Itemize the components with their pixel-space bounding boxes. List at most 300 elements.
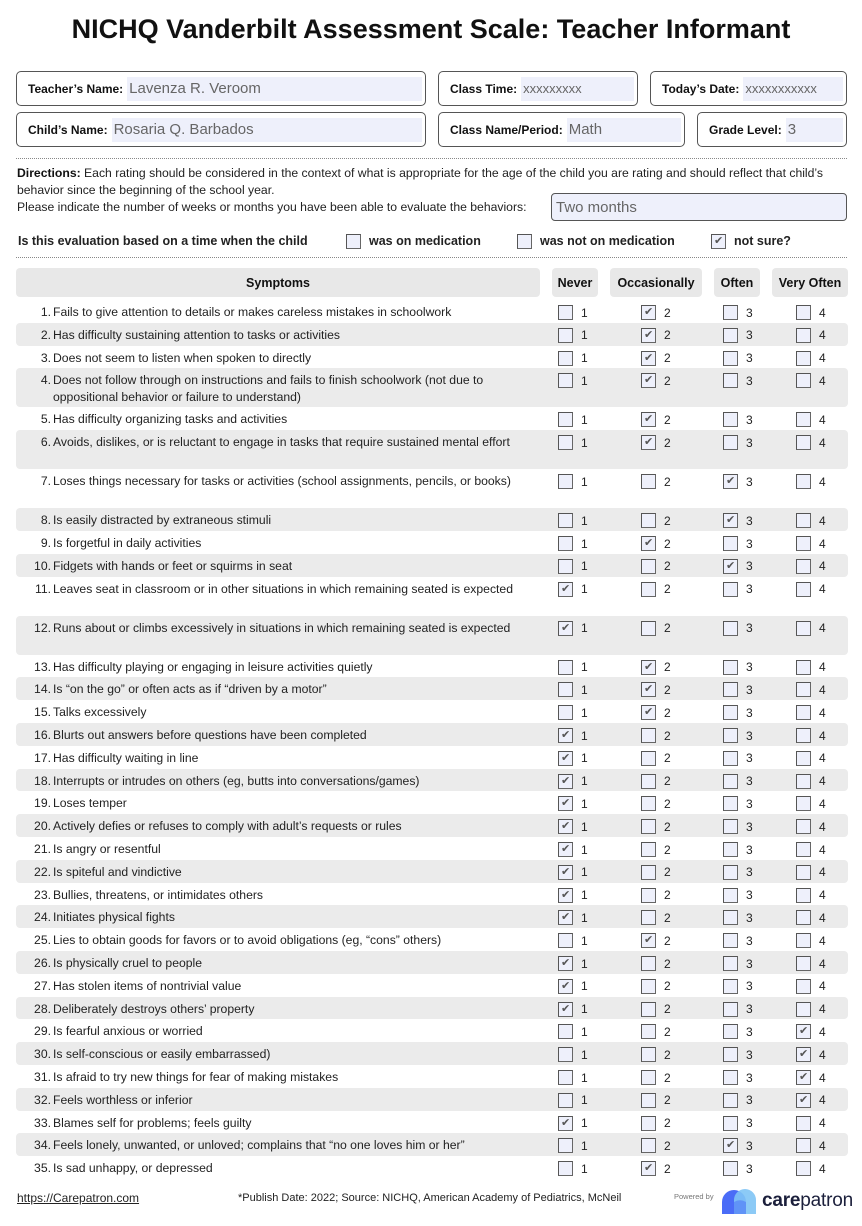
rating-option[interactable] bbox=[796, 955, 826, 972]
rating-option[interactable] bbox=[558, 659, 588, 676]
checkbox[interactable] bbox=[641, 412, 656, 427]
rating-option[interactable] bbox=[796, 1001, 826, 1018]
rating-option[interactable] bbox=[723, 581, 753, 598]
rating-option[interactable] bbox=[558, 887, 588, 904]
rating-option[interactable] bbox=[723, 620, 753, 637]
checkbox[interactable] bbox=[723, 796, 738, 811]
rating-option[interactable] bbox=[796, 535, 826, 552]
rating-option[interactable] bbox=[796, 704, 826, 721]
rating-option[interactable] bbox=[558, 932, 588, 949]
rating-option[interactable] bbox=[641, 1046, 671, 1063]
rating-option[interactable] bbox=[558, 681, 588, 698]
rating-option[interactable] bbox=[796, 350, 826, 367]
rating-option[interactable] bbox=[641, 818, 671, 835]
checkbox[interactable] bbox=[796, 660, 811, 675]
checkbox[interactable] bbox=[558, 1093, 573, 1108]
checkbox[interactable] bbox=[723, 979, 738, 994]
rating-option[interactable] bbox=[796, 773, 826, 790]
rating-option[interactable] bbox=[641, 978, 671, 995]
rating-option[interactable] bbox=[558, 727, 588, 744]
teacher-name-input[interactable]: Lavenza R. Veroom bbox=[127, 77, 422, 101]
checkbox[interactable] bbox=[641, 435, 656, 450]
checkbox[interactable] bbox=[796, 956, 811, 971]
rating-option[interactable] bbox=[558, 1069, 588, 1086]
rating-option[interactable] bbox=[641, 350, 671, 367]
rating-option[interactable] bbox=[796, 411, 826, 428]
rating-option[interactable] bbox=[641, 704, 671, 721]
checkbox[interactable] bbox=[641, 474, 656, 489]
checkbox[interactable] bbox=[558, 513, 573, 528]
rating-option[interactable] bbox=[723, 411, 753, 428]
checkbox[interactable] bbox=[796, 910, 811, 925]
checkbox[interactable] bbox=[641, 328, 656, 343]
rating-option[interactable] bbox=[641, 681, 671, 698]
rating-option[interactable] bbox=[796, 1023, 826, 1040]
checkbox[interactable] bbox=[517, 234, 532, 249]
checkbox[interactable] bbox=[796, 373, 811, 388]
rating-option[interactable] bbox=[558, 1092, 588, 1109]
checkbox[interactable] bbox=[796, 1161, 811, 1176]
rating-option[interactable] bbox=[641, 773, 671, 790]
rating-option[interactable] bbox=[641, 932, 671, 949]
todays-date-input[interactable]: xxxxxxxxxxx bbox=[743, 77, 843, 101]
checkbox[interactable] bbox=[723, 888, 738, 903]
rating-option[interactable] bbox=[641, 434, 671, 451]
checkbox[interactable] bbox=[558, 1070, 573, 1085]
checkbox[interactable] bbox=[796, 1070, 811, 1085]
checkbox[interactable] bbox=[796, 1116, 811, 1131]
checkbox[interactable] bbox=[723, 819, 738, 834]
checkbox[interactable] bbox=[558, 1138, 573, 1153]
rating-option[interactable] bbox=[558, 1160, 588, 1177]
checkbox[interactable] bbox=[641, 682, 656, 697]
checkbox[interactable] bbox=[796, 774, 811, 789]
checkbox[interactable] bbox=[723, 373, 738, 388]
checkbox[interactable] bbox=[723, 660, 738, 675]
rating-option[interactable] bbox=[558, 350, 588, 367]
checkbox[interactable] bbox=[641, 796, 656, 811]
rating-option[interactable] bbox=[641, 1069, 671, 1086]
checkbox[interactable] bbox=[558, 328, 573, 343]
rating-option[interactable] bbox=[796, 681, 826, 698]
rating-option[interactable] bbox=[641, 473, 671, 490]
rating-option[interactable] bbox=[796, 620, 826, 637]
rating-option[interactable] bbox=[558, 818, 588, 835]
checkbox[interactable] bbox=[558, 796, 573, 811]
checkbox[interactable] bbox=[558, 979, 573, 994]
rating-option[interactable] bbox=[796, 909, 826, 926]
rating-option[interactable] bbox=[796, 581, 826, 598]
checkbox[interactable] bbox=[558, 819, 573, 834]
rating-option[interactable] bbox=[796, 978, 826, 995]
rating-option[interactable] bbox=[723, 304, 753, 321]
checkbox[interactable] bbox=[558, 705, 573, 720]
rating-option[interactable] bbox=[641, 304, 671, 321]
medication-option-on[interactable] bbox=[346, 231, 481, 251]
class-time-field[interactable] bbox=[438, 71, 638, 106]
checkbox[interactable] bbox=[641, 582, 656, 597]
rating-option[interactable] bbox=[641, 659, 671, 676]
checkbox[interactable] bbox=[558, 842, 573, 857]
grade-level-input[interactable]: 3 bbox=[786, 118, 843, 142]
checkbox[interactable] bbox=[558, 435, 573, 450]
checkbox[interactable] bbox=[723, 956, 738, 971]
checkbox[interactable] bbox=[641, 536, 656, 551]
rating-option[interactable] bbox=[723, 841, 753, 858]
rating-option[interactable] bbox=[723, 659, 753, 676]
checkbox[interactable] bbox=[641, 728, 656, 743]
checkbox[interactable] bbox=[641, 910, 656, 925]
checkbox[interactable] bbox=[641, 1070, 656, 1085]
rating-option[interactable] bbox=[723, 955, 753, 972]
checkbox[interactable] bbox=[641, 819, 656, 834]
checkbox[interactable] bbox=[641, 559, 656, 574]
rating-option[interactable] bbox=[796, 304, 826, 321]
rating-option[interactable] bbox=[723, 773, 753, 790]
checkbox[interactable] bbox=[641, 1024, 656, 1039]
rating-option[interactable] bbox=[641, 372, 671, 389]
child-name-input[interactable]: Rosaria Q. Barbados bbox=[112, 118, 422, 142]
grade-level-field[interactable] bbox=[697, 112, 847, 147]
rating-option[interactable] bbox=[558, 864, 588, 881]
rating-option[interactable] bbox=[723, 1001, 753, 1018]
checkbox[interactable] bbox=[796, 1093, 811, 1108]
checkbox[interactable] bbox=[558, 933, 573, 948]
footer-link[interactable]: https://Carepatron.com bbox=[17, 1191, 140, 1205]
checkbox[interactable] bbox=[796, 474, 811, 489]
rating-option[interactable] bbox=[558, 773, 588, 790]
checkbox[interactable] bbox=[723, 582, 738, 597]
checkbox[interactable] bbox=[711, 234, 726, 249]
rating-option[interactable] bbox=[723, 327, 753, 344]
rating-option[interactable] bbox=[558, 750, 588, 767]
rating-option[interactable] bbox=[558, 909, 588, 926]
rating-option[interactable] bbox=[641, 1160, 671, 1177]
todays-date-field[interactable] bbox=[650, 71, 847, 106]
checkbox[interactable] bbox=[796, 1024, 811, 1039]
checkbox[interactable] bbox=[796, 842, 811, 857]
rating-option[interactable] bbox=[641, 1001, 671, 1018]
checkbox[interactable] bbox=[558, 751, 573, 766]
checkbox[interactable] bbox=[723, 933, 738, 948]
rating-option[interactable] bbox=[723, 978, 753, 995]
rating-option[interactable] bbox=[558, 1001, 588, 1018]
checkbox[interactable] bbox=[558, 373, 573, 388]
rating-option[interactable] bbox=[796, 327, 826, 344]
checkbox[interactable] bbox=[723, 559, 738, 574]
rating-option[interactable] bbox=[723, 1115, 753, 1132]
checkbox[interactable] bbox=[796, 728, 811, 743]
rating-option[interactable] bbox=[723, 1046, 753, 1063]
rating-option[interactable] bbox=[796, 727, 826, 744]
rating-option[interactable] bbox=[641, 795, 671, 812]
rating-option[interactable] bbox=[558, 512, 588, 529]
checkbox[interactable] bbox=[723, 705, 738, 720]
rating-option[interactable] bbox=[558, 620, 588, 637]
rating-option[interactable] bbox=[796, 473, 826, 490]
rating-option[interactable] bbox=[723, 750, 753, 767]
rating-option[interactable] bbox=[723, 932, 753, 949]
rating-option[interactable] bbox=[641, 909, 671, 926]
rating-option[interactable] bbox=[796, 372, 826, 389]
rating-option[interactable] bbox=[558, 841, 588, 858]
rating-option[interactable] bbox=[723, 795, 753, 812]
rating-option[interactable] bbox=[641, 620, 671, 637]
checkbox[interactable] bbox=[641, 621, 656, 636]
rating-option[interactable] bbox=[796, 1092, 826, 1109]
rating-option[interactable] bbox=[558, 327, 588, 344]
checkbox[interactable] bbox=[796, 751, 811, 766]
checkbox[interactable] bbox=[558, 305, 573, 320]
rating-option[interactable] bbox=[558, 955, 588, 972]
rating-option[interactable] bbox=[558, 473, 588, 490]
rating-option[interactable] bbox=[723, 1160, 753, 1177]
checkbox[interactable] bbox=[796, 305, 811, 320]
checkbox[interactable] bbox=[723, 682, 738, 697]
checkbox[interactable] bbox=[723, 1024, 738, 1039]
rating-option[interactable] bbox=[641, 327, 671, 344]
checkbox[interactable] bbox=[796, 888, 811, 903]
rating-option[interactable] bbox=[558, 1023, 588, 1040]
checkbox[interactable] bbox=[796, 536, 811, 551]
rating-option[interactable] bbox=[796, 1046, 826, 1063]
checkbox[interactable] bbox=[558, 774, 573, 789]
duration-input[interactable]: Two months bbox=[551, 193, 847, 221]
rating-option[interactable] bbox=[723, 727, 753, 744]
rating-option[interactable] bbox=[641, 1023, 671, 1040]
checkbox[interactable] bbox=[796, 513, 811, 528]
rating-option[interactable] bbox=[641, 1092, 671, 1109]
checkbox[interactable] bbox=[723, 412, 738, 427]
checkbox[interactable] bbox=[723, 621, 738, 636]
rating-option[interactable] bbox=[723, 558, 753, 575]
checkbox[interactable] bbox=[558, 660, 573, 675]
checkbox[interactable] bbox=[796, 435, 811, 450]
checkbox[interactable] bbox=[641, 513, 656, 528]
checkbox[interactable] bbox=[723, 1002, 738, 1017]
rating-option[interactable] bbox=[723, 1069, 753, 1086]
child-name-field[interactable] bbox=[16, 112, 426, 147]
checkbox[interactable] bbox=[641, 1093, 656, 1108]
checkbox[interactable] bbox=[558, 1047, 573, 1062]
checkbox[interactable] bbox=[558, 582, 573, 597]
class-name-input[interactable]: Math bbox=[567, 118, 681, 142]
checkbox[interactable] bbox=[723, 865, 738, 880]
rating-option[interactable] bbox=[796, 864, 826, 881]
checkbox[interactable] bbox=[723, 1161, 738, 1176]
checkbox[interactable] bbox=[641, 888, 656, 903]
checkbox[interactable] bbox=[723, 474, 738, 489]
rating-option[interactable] bbox=[796, 1115, 826, 1132]
checkbox[interactable] bbox=[796, 705, 811, 720]
rating-option[interactable] bbox=[723, 909, 753, 926]
rating-option[interactable] bbox=[723, 864, 753, 881]
rating-option[interactable] bbox=[641, 581, 671, 598]
checkbox[interactable] bbox=[641, 774, 656, 789]
checkbox[interactable] bbox=[796, 979, 811, 994]
rating-option[interactable] bbox=[723, 1092, 753, 1109]
rating-option[interactable] bbox=[641, 558, 671, 575]
checkbox[interactable] bbox=[796, 1047, 811, 1062]
checkbox[interactable] bbox=[723, 1116, 738, 1131]
checkbox[interactable] bbox=[723, 435, 738, 450]
checkbox[interactable] bbox=[723, 328, 738, 343]
checkbox[interactable] bbox=[796, 351, 811, 366]
rating-option[interactable] bbox=[723, 473, 753, 490]
checkbox[interactable] bbox=[641, 373, 656, 388]
rating-option[interactable] bbox=[796, 434, 826, 451]
checkbox[interactable] bbox=[796, 412, 811, 427]
checkbox[interactable] bbox=[558, 412, 573, 427]
checkbox[interactable] bbox=[641, 865, 656, 880]
checkbox[interactable] bbox=[796, 328, 811, 343]
checkbox[interactable] bbox=[796, 582, 811, 597]
medication-option-not-on[interactable] bbox=[517, 231, 675, 251]
checkbox[interactable] bbox=[641, 956, 656, 971]
checkbox[interactable] bbox=[346, 234, 361, 249]
checkbox[interactable] bbox=[641, 979, 656, 994]
rating-option[interactable] bbox=[558, 411, 588, 428]
rating-option[interactable] bbox=[796, 818, 826, 835]
checkbox[interactable] bbox=[796, 559, 811, 574]
checkbox[interactable] bbox=[641, 305, 656, 320]
checkbox[interactable] bbox=[723, 774, 738, 789]
checkbox[interactable] bbox=[723, 751, 738, 766]
rating-option[interactable] bbox=[796, 512, 826, 529]
checkbox[interactable] bbox=[558, 888, 573, 903]
rating-option[interactable] bbox=[558, 535, 588, 552]
rating-option[interactable] bbox=[723, 887, 753, 904]
checkbox[interactable] bbox=[641, 1047, 656, 1062]
checkbox[interactable] bbox=[723, 1093, 738, 1108]
rating-option[interactable] bbox=[558, 1115, 588, 1132]
checkbox[interactable] bbox=[723, 305, 738, 320]
rating-option[interactable] bbox=[558, 304, 588, 321]
checkbox[interactable] bbox=[796, 933, 811, 948]
checkbox[interactable] bbox=[558, 1116, 573, 1131]
checkbox[interactable] bbox=[558, 910, 573, 925]
checkbox[interactable] bbox=[558, 1002, 573, 1017]
rating-option[interactable] bbox=[641, 750, 671, 767]
rating-option[interactable] bbox=[796, 1160, 826, 1177]
medication-option-not-sure[interactable] bbox=[711, 231, 791, 251]
checkbox[interactable] bbox=[723, 1138, 738, 1153]
rating-option[interactable] bbox=[558, 372, 588, 389]
rating-option[interactable] bbox=[723, 704, 753, 721]
checkbox[interactable] bbox=[723, 842, 738, 857]
checkbox[interactable] bbox=[796, 865, 811, 880]
rating-option[interactable] bbox=[723, 1023, 753, 1040]
checkbox[interactable] bbox=[558, 351, 573, 366]
checkbox[interactable] bbox=[723, 728, 738, 743]
class-name-field[interactable] bbox=[438, 112, 685, 147]
checkbox[interactable] bbox=[641, 842, 656, 857]
rating-option[interactable] bbox=[641, 841, 671, 858]
teacher-name-field[interactable] bbox=[16, 71, 426, 106]
checkbox[interactable] bbox=[641, 1116, 656, 1131]
rating-option[interactable] bbox=[796, 1069, 826, 1086]
rating-option[interactable] bbox=[796, 558, 826, 575]
checkbox[interactable] bbox=[558, 559, 573, 574]
rating-option[interactable] bbox=[723, 350, 753, 367]
checkbox[interactable] bbox=[558, 474, 573, 489]
checkbox[interactable] bbox=[723, 513, 738, 528]
rating-option[interactable] bbox=[723, 434, 753, 451]
rating-option[interactable] bbox=[723, 372, 753, 389]
rating-option[interactable] bbox=[641, 535, 671, 552]
rating-option[interactable] bbox=[723, 818, 753, 835]
checkbox[interactable] bbox=[558, 728, 573, 743]
rating-option[interactable] bbox=[558, 795, 588, 812]
rating-option[interactable] bbox=[558, 1137, 588, 1154]
checkbox[interactable] bbox=[558, 621, 573, 636]
checkbox[interactable] bbox=[558, 536, 573, 551]
checkbox[interactable] bbox=[558, 682, 573, 697]
checkbox[interactable] bbox=[796, 819, 811, 834]
rating-option[interactable] bbox=[558, 581, 588, 598]
checkbox[interactable] bbox=[641, 1161, 656, 1176]
checkbox[interactable] bbox=[796, 682, 811, 697]
checkbox[interactable] bbox=[558, 1024, 573, 1039]
checkbox[interactable] bbox=[641, 1138, 656, 1153]
rating-option[interactable] bbox=[723, 535, 753, 552]
checkbox[interactable] bbox=[558, 865, 573, 880]
rating-option[interactable] bbox=[641, 887, 671, 904]
rating-option[interactable] bbox=[641, 1115, 671, 1132]
checkbox[interactable] bbox=[723, 1047, 738, 1062]
checkbox[interactable] bbox=[723, 536, 738, 551]
checkbox[interactable] bbox=[723, 910, 738, 925]
rating-option[interactable] bbox=[796, 659, 826, 676]
rating-option[interactable] bbox=[641, 864, 671, 881]
rating-option[interactable] bbox=[558, 978, 588, 995]
rating-option[interactable] bbox=[641, 1137, 671, 1154]
rating-option[interactable] bbox=[796, 1137, 826, 1154]
rating-option[interactable] bbox=[558, 558, 588, 575]
rating-option[interactable] bbox=[796, 841, 826, 858]
rating-option[interactable] bbox=[796, 887, 826, 904]
class-time-input[interactable]: xxxxxxxxx bbox=[521, 77, 634, 101]
checkbox[interactable] bbox=[796, 1002, 811, 1017]
checkbox[interactable] bbox=[641, 705, 656, 720]
checkbox[interactable] bbox=[641, 933, 656, 948]
checkbox[interactable] bbox=[723, 351, 738, 366]
checkbox[interactable] bbox=[641, 751, 656, 766]
rating-option[interactable] bbox=[723, 512, 753, 529]
checkbox[interactable] bbox=[723, 1070, 738, 1085]
rating-option[interactable] bbox=[558, 704, 588, 721]
checkbox[interactable] bbox=[641, 1002, 656, 1017]
checkbox[interactable] bbox=[796, 796, 811, 811]
rating-option[interactable] bbox=[796, 932, 826, 949]
rating-option[interactable] bbox=[558, 434, 588, 451]
rating-option[interactable] bbox=[641, 512, 671, 529]
rating-option[interactable] bbox=[558, 1046, 588, 1063]
checkbox[interactable] bbox=[796, 1138, 811, 1153]
rating-option[interactable] bbox=[796, 750, 826, 767]
checkbox[interactable] bbox=[641, 351, 656, 366]
rating-option[interactable] bbox=[723, 681, 753, 698]
rating-option[interactable] bbox=[796, 795, 826, 812]
rating-option[interactable] bbox=[641, 955, 671, 972]
rating-option[interactable] bbox=[641, 411, 671, 428]
checkbox[interactable] bbox=[796, 621, 811, 636]
checkbox[interactable] bbox=[558, 1161, 573, 1176]
rating-option[interactable] bbox=[641, 727, 671, 744]
checkbox[interactable] bbox=[641, 660, 656, 675]
rating-option[interactable] bbox=[723, 1137, 753, 1154]
checkbox[interactable] bbox=[558, 956, 573, 971]
